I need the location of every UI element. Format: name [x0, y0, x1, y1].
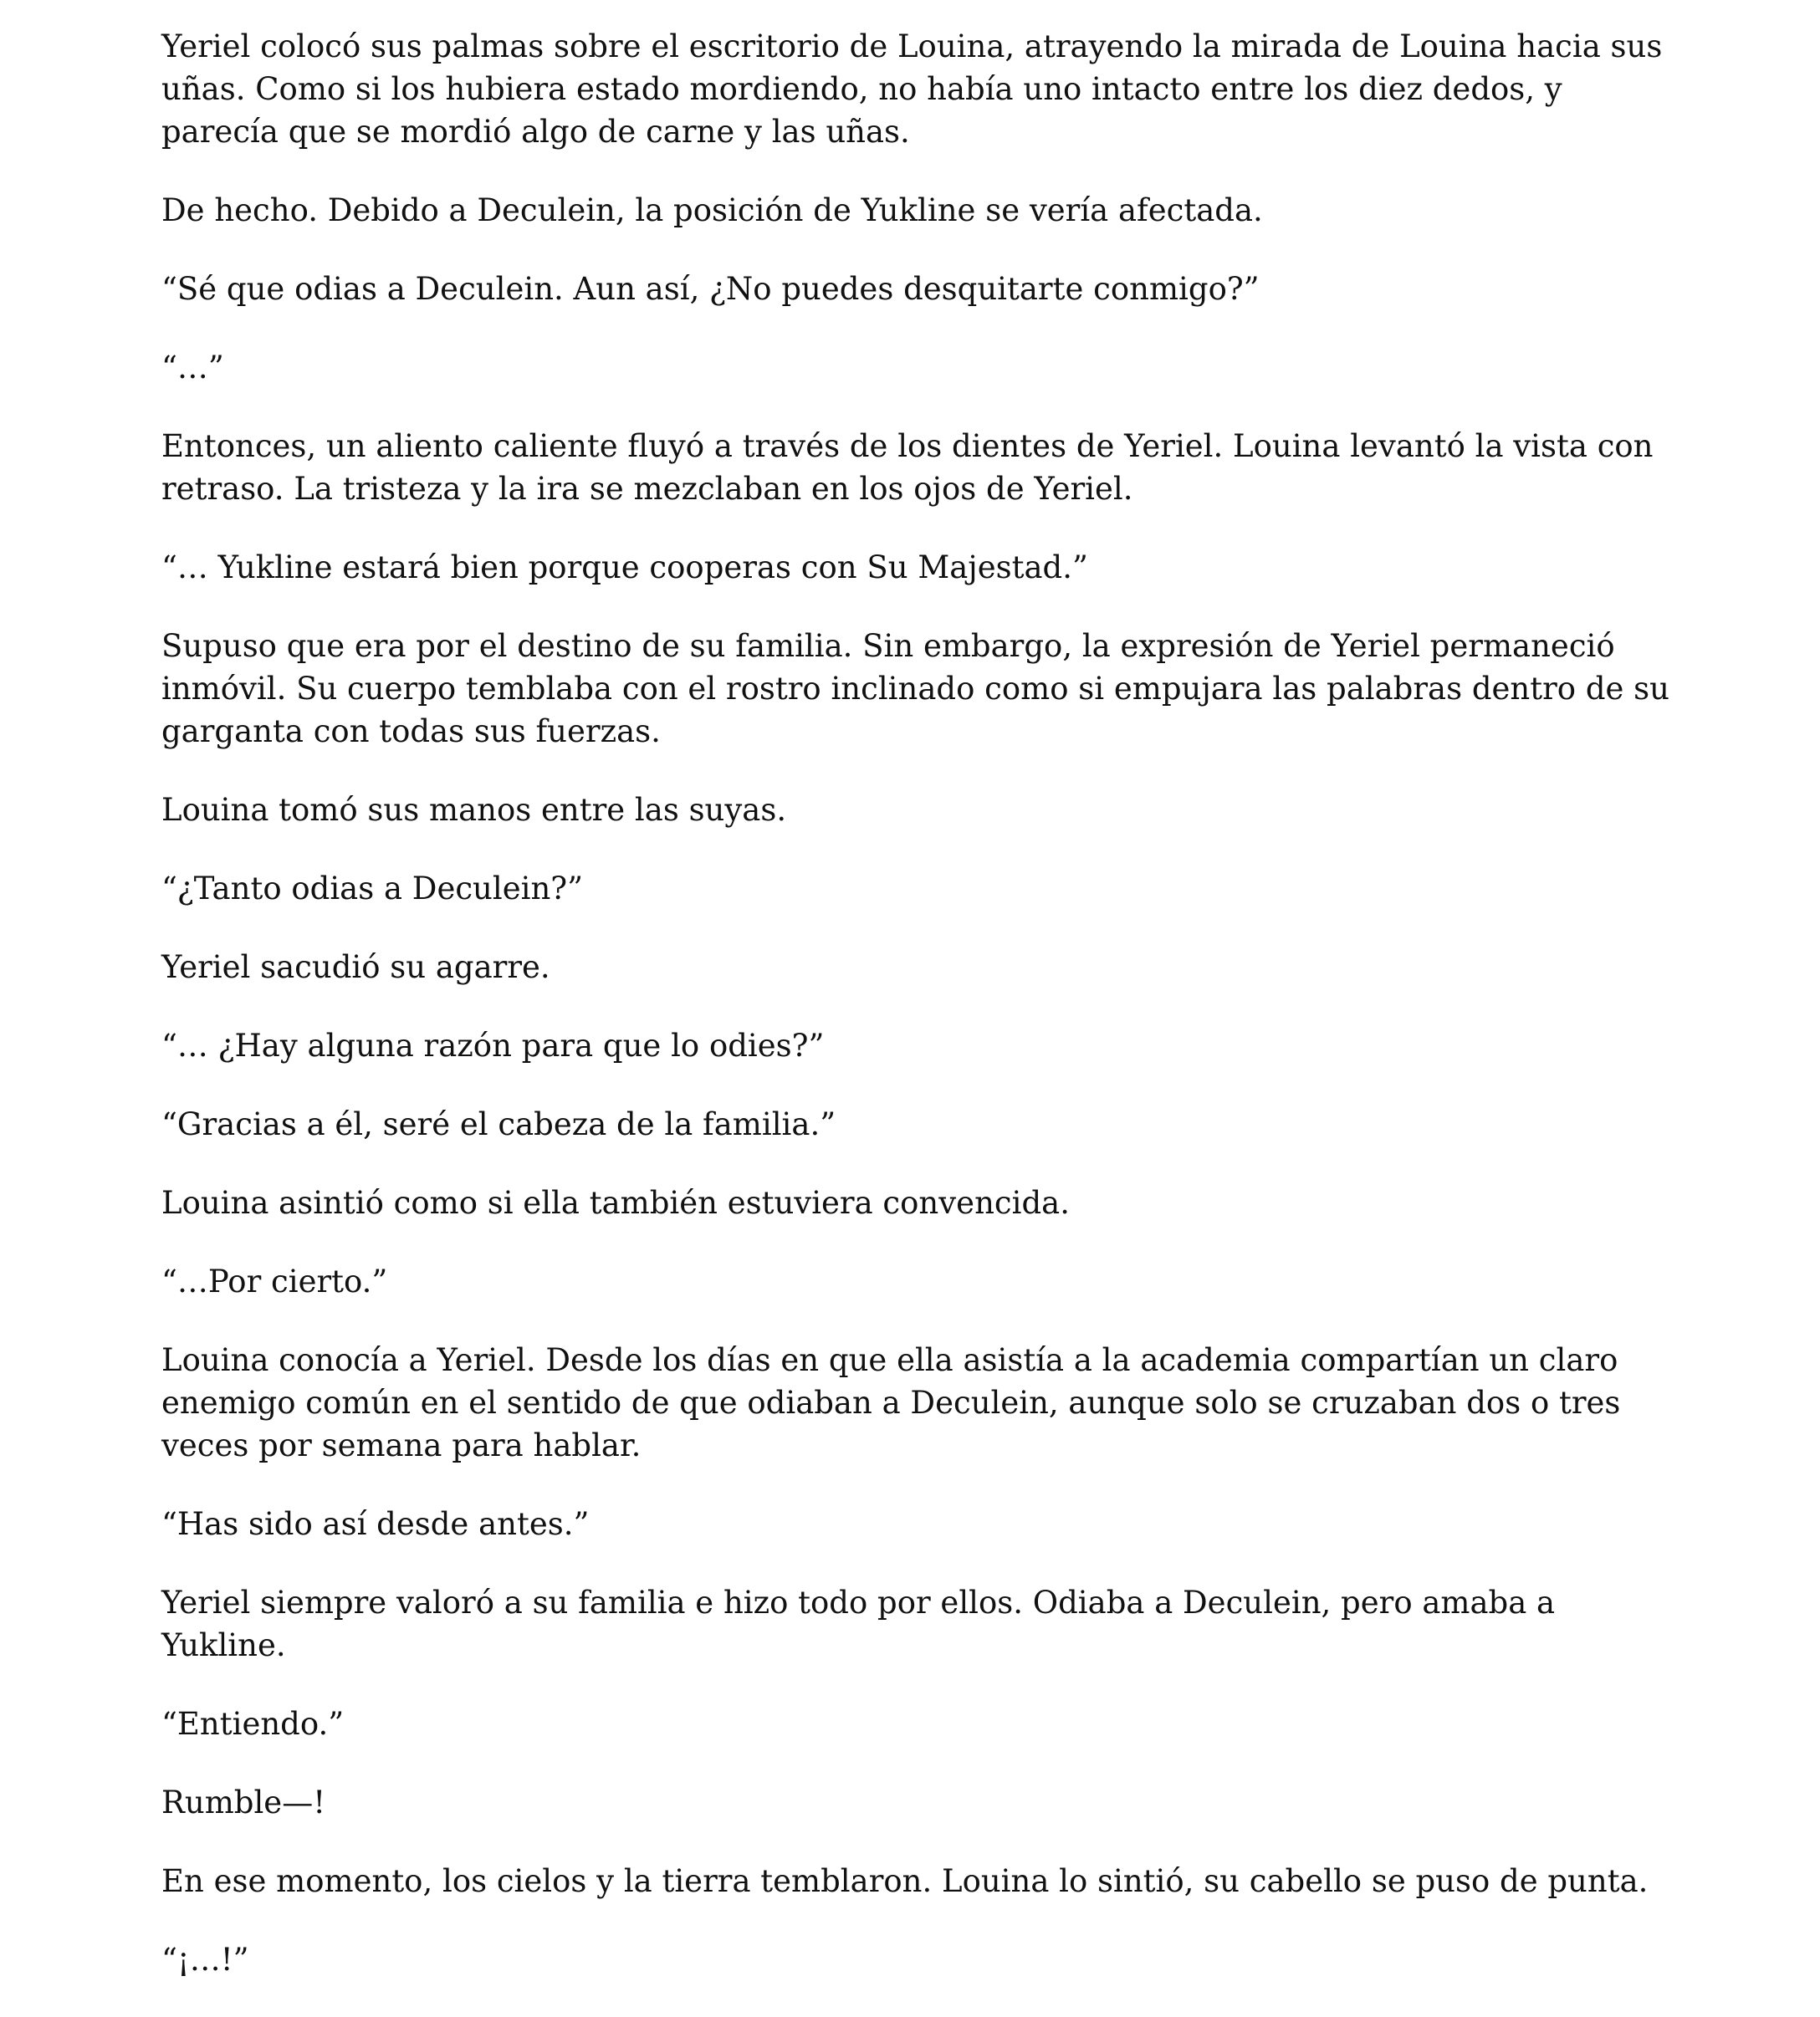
paragraph: “¿Tanto odias a Deculein?”: [161, 871, 584, 906]
paragraph: De hecho. Debido a Deculein, la posición de Yukline se vería afectada.: [161, 192, 1263, 228]
paragraph: Louina asintió como si ella también estuviera convencida.: [161, 1185, 1070, 1221]
document-body: [161, 25, 1675, 2017]
paragraph: “…Por cierto.”: [161, 1264, 388, 1300]
paragraph: “… Yukline estará bien porque cooperas con Su Majestad.”: [161, 549, 1088, 585]
paragraph: “…”: [161, 350, 224, 386]
paragraph: Yeriel siempre valoró a su familia e hizo todo por ellos. Odiaba a Deculein, pero amaba a Yukline.: [161, 1585, 1556, 1663]
paragraph: Entonces, un aliento caliente fluyó a través de los dientes de Yeriel. Louina levantó la vista con retraso. La tristeza y la ira se mezclaban en los ojos de Yeriel.: [161, 428, 1654, 507]
paragraph: En ese momento, los cielos y la tierra temblaron. Louina lo sintió, su cabello se puso de punta.: [161, 1863, 1649, 1899]
paragraph: “Sé que odias a Deculein. Aun así, ¿No puedes desquitarte conmigo?”: [161, 271, 1260, 307]
paragraph: Supuso que era por el destino de su familia. Sin embargo, la expresión de Yeriel permaneció inmóvil. Su cuerpo temblaba con el rostro inclinado como si empujara las palabras dentro de su garganta con todas sus fuerzas.: [161, 628, 1669, 749]
paragraph: Louina conocía a Yeriel. Desde los días en que ella asistía a la academia compartían un claro enemigo común en el sentido de que odiaban a Deculein, aunque solo se cruzaban dos o tres veces por semana para hablar.: [161, 1342, 1621, 1463]
paragraph: Louina tomó sus manos entre las suyas.: [161, 792, 787, 828]
paragraph: Yeriel sacudió su agarre.: [161, 949, 550, 985]
paragraph: “… ¿Hay alguna razón para que lo odies?”: [161, 1028, 825, 1064]
paragraph: Rumble—!: [161, 1785, 326, 1820]
paragraph: “Entiendo.”: [161, 1706, 345, 1742]
paragraph: “Has sido así desde antes.”: [161, 1506, 590, 1542]
paragraph: “Gracias a él, seré el cabeza de la familia.”: [161, 1106, 836, 1142]
paragraph: “¡…!”: [161, 1942, 249, 1978]
paragraph: Yeriel colocó sus palmas sobre el escritorio de Louina, atrayendo la mirada de Louina hacia sus uñas. Como si los hubiera estado mordiendo, no había uno intacto entre los diez dedos, y parecía que se mordió algo de carne y las uñas.: [161, 28, 1663, 150]
